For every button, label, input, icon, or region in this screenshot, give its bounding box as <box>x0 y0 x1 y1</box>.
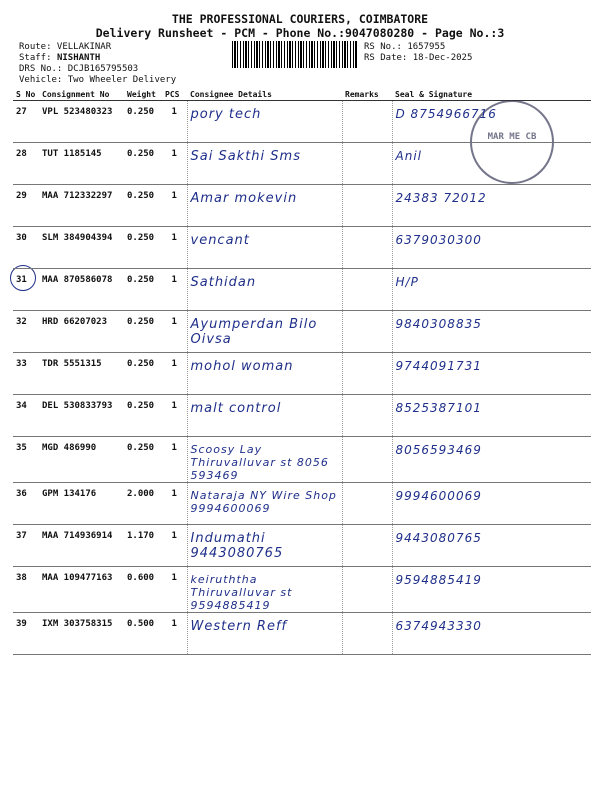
company-title: THE PROFESSIONAL COURIERS, COIMBATORE <box>171 12 429 26</box>
row-weight: 0.250 <box>124 185 162 227</box>
handwritten-signature: 9840308835 <box>395 317 482 331</box>
row-consignment: TUT 1185145 <box>39 143 124 185</box>
row-consignee-cell <box>187 437 342 483</box>
row-consignment: MAA 870586078 <box>39 269 124 311</box>
table-row <box>13 437 591 483</box>
row-pcs: 1 <box>162 101 187 143</box>
row-weight: 0.250 <box>124 143 162 185</box>
row-consignment: MAA 714936914 <box>39 525 124 567</box>
row-weight: 0.250 <box>124 353 162 395</box>
row-consignment: SLM 384904394 <box>39 227 124 269</box>
row-signature-cell <box>392 185 591 227</box>
table-row <box>13 567 591 613</box>
row-remarks <box>342 567 392 613</box>
row-pcs: 1 <box>162 185 187 227</box>
row-signature-cell <box>392 525 591 567</box>
staff-name: NISHANTH <box>56 53 101 63</box>
row-consignment: HRD 66207023 <box>39 311 124 353</box>
handwritten-signature: D 8754966716 <box>395 107 497 121</box>
table-row <box>13 227 591 269</box>
row-sno: 36 <box>13 483 39 525</box>
col-consignee: Consignee Details <box>187 88 342 101</box>
barcode <box>232 41 358 68</box>
table-row <box>13 613 591 655</box>
table-row <box>13 143 591 185</box>
row-weight: 0.250 <box>124 101 162 143</box>
table-row <box>13 311 591 353</box>
row-signature-cell <box>392 353 591 395</box>
row-weight: 0.250 <box>124 395 162 437</box>
table-row <box>13 483 591 525</box>
row-weight: 0.600 <box>124 567 162 613</box>
row-pcs: 1 <box>162 483 187 525</box>
route-label: Route: VELLAKINAR <box>19 42 112 52</box>
row-remarks <box>342 483 392 525</box>
col-consignment: Consignment No <box>39 88 124 101</box>
runsheet-subtitle: Delivery Runsheet - PCM - Phone No.:9047080280 - Page No.:3 <box>95 26 505 40</box>
row-sno: 28 <box>13 143 39 185</box>
handwritten-consignee: Sathidan <box>190 275 257 290</box>
table-row <box>13 525 591 567</box>
row-consignee-cell <box>187 353 342 395</box>
row-weight: 2.000 <box>124 483 162 525</box>
handwritten-signature: 24383 72012 <box>395 191 487 205</box>
row-sno: 35 <box>13 437 39 483</box>
row-consignment: MGD 486990 <box>39 437 124 483</box>
row-consignee-cell <box>187 483 342 525</box>
handwritten-consignee: Nataraja NY Wire Shop 9994600069 <box>190 489 337 515</box>
row-signature-cell <box>392 269 591 311</box>
rs-number: RS No.: 1657955 <box>364 42 446 52</box>
drs-number: DRS No.: DCJB165795503 <box>19 64 139 74</box>
col-sno: S No <box>13 88 39 101</box>
row-signature-cell <box>392 437 591 483</box>
row-remarks <box>342 525 392 567</box>
row-pcs: 1 <box>162 227 187 269</box>
row-weight: 0.250 <box>124 437 162 483</box>
handwritten-signature: Anil <box>395 149 422 163</box>
row-consignee-cell <box>187 143 342 185</box>
rs-date: RS Date: 18-Dec-2025 <box>364 53 473 63</box>
row-remarks <box>342 395 392 437</box>
row-sno: 32 <box>13 311 39 353</box>
row-consignment: MAA 109477163 <box>39 567 124 613</box>
handwritten-consignee: Western Reff <box>190 619 288 634</box>
row-consignee-cell <box>187 227 342 269</box>
handwritten-signature: H/P <box>395 275 419 289</box>
vehicle-type: Vehicle: Two Wheeler Delivery <box>19 75 177 85</box>
row-remarks <box>342 227 392 269</box>
row-consignment: IXM 303758315 <box>39 613 124 655</box>
table-row <box>13 269 591 311</box>
row-sno: 38 <box>13 567 39 613</box>
row-signature-cell <box>392 613 591 655</box>
handwritten-signature: 6379030300 <box>395 233 482 247</box>
row-remarks <box>342 185 392 227</box>
col-signature: Seal & Signature <box>392 88 591 101</box>
table-row <box>13 353 591 395</box>
row-consignee-cell <box>187 567 342 613</box>
row-sno: 27 <box>13 101 39 143</box>
handwritten-signature: 8056593469 <box>395 443 482 457</box>
row-signature-cell <box>392 143 591 185</box>
row-sno: 29 <box>13 185 39 227</box>
handwritten-consignee: Amar mokevin <box>190 191 298 206</box>
row-pcs: 1 <box>162 525 187 567</box>
row-sno: 30 <box>13 227 39 269</box>
col-weight: Weight <box>124 88 162 101</box>
row-sno: 34 <box>13 395 39 437</box>
handwritten-signature: 9744091731 <box>395 359 482 373</box>
handwritten-consignee: pory tech <box>190 107 262 122</box>
row-signature-cell <box>392 567 591 613</box>
table-row <box>13 101 591 143</box>
row-sno: 39 <box>13 613 39 655</box>
row-consignee-cell <box>187 613 342 655</box>
handwritten-consignee: Ayumperdan Bilo Oivsa <box>190 317 318 347</box>
row-consignee-cell <box>187 311 342 353</box>
row-consignee-cell <box>187 185 342 227</box>
row-signature-cell <box>392 101 591 143</box>
row-signature-cell <box>392 483 591 525</box>
row-pcs: 1 <box>162 395 187 437</box>
row-consignee-cell <box>187 101 342 143</box>
row-sno: 33 <box>13 353 39 395</box>
row-weight: 0.500 <box>124 613 162 655</box>
row-pcs: 1 <box>162 269 187 311</box>
row-signature-cell <box>392 395 591 437</box>
row-pcs: 1 <box>162 353 187 395</box>
table-row <box>13 185 591 227</box>
row-sno: 37 <box>13 525 39 567</box>
row-pcs: 1 <box>162 437 187 483</box>
row-consignee-cell <box>187 269 342 311</box>
row-consignee-cell <box>187 395 342 437</box>
runsheet-table <box>13 88 591 655</box>
row-remarks <box>342 101 392 143</box>
row-weight: 0.250 <box>124 311 162 353</box>
row-consignee-cell <box>187 525 342 567</box>
handwritten-consignee: Sai Sakthi Sms <box>190 149 301 164</box>
row-pcs: 1 <box>162 311 187 353</box>
row-remarks <box>342 437 392 483</box>
row-remarks <box>342 269 392 311</box>
row-signature-cell <box>392 227 591 269</box>
row-consignment: GPM 134176 <box>39 483 124 525</box>
table-row <box>13 395 591 437</box>
row-consignment: VPL 523480323 <box>39 101 124 143</box>
row-remarks <box>342 353 392 395</box>
row-remarks <box>342 143 392 185</box>
col-remarks: Remarks <box>342 88 392 101</box>
row-weight: 1.170 <box>124 525 162 567</box>
row-pcs: 1 <box>162 567 187 613</box>
handwritten-consignee: malt control <box>190 401 282 416</box>
col-pcs: PCS <box>162 88 187 101</box>
row-pcs: 1 <box>162 143 187 185</box>
handwritten-signature: 9443080765 <box>395 531 482 545</box>
row-consignment: TDR 5551315 <box>39 353 124 395</box>
staff-line <box>19 53 100 63</box>
handwritten-signature: 9594885419 <box>395 573 482 587</box>
row-sno: 31 <box>13 269 39 311</box>
handwritten-signature: 9994600069 <box>395 489 482 503</box>
staff-label: Staff: <box>19 53 57 63</box>
row-consignment: MAA 712332297 <box>39 185 124 227</box>
row-remarks <box>342 311 392 353</box>
handwritten-consignee: mohol woman <box>190 359 294 374</box>
row-signature-cell <box>392 311 591 353</box>
stamp-text: MAR ME CB <box>487 132 537 142</box>
handwritten-signature: 8525387101 <box>395 401 482 415</box>
handwritten-consignee: keiruththa Thiruvalluvar st 9594885419 <box>190 573 293 612</box>
row-pcs: 1 <box>162 613 187 655</box>
handwritten-consignee: Scoosy Lay Thiruvalluvar st 8056 593469 <box>190 443 329 482</box>
handwritten-consignee: vencant <box>190 233 250 248</box>
table-header-row <box>13 88 591 101</box>
row-remarks <box>342 613 392 655</box>
handwritten-signature: 6374943330 <box>395 619 482 633</box>
row-weight: 0.250 <box>124 227 162 269</box>
handwritten-consignee: Indumathi 9443080765 <box>190 531 284 561</box>
row-weight: 0.250 <box>124 269 162 311</box>
row-consignment: DEL 530833793 <box>39 395 124 437</box>
